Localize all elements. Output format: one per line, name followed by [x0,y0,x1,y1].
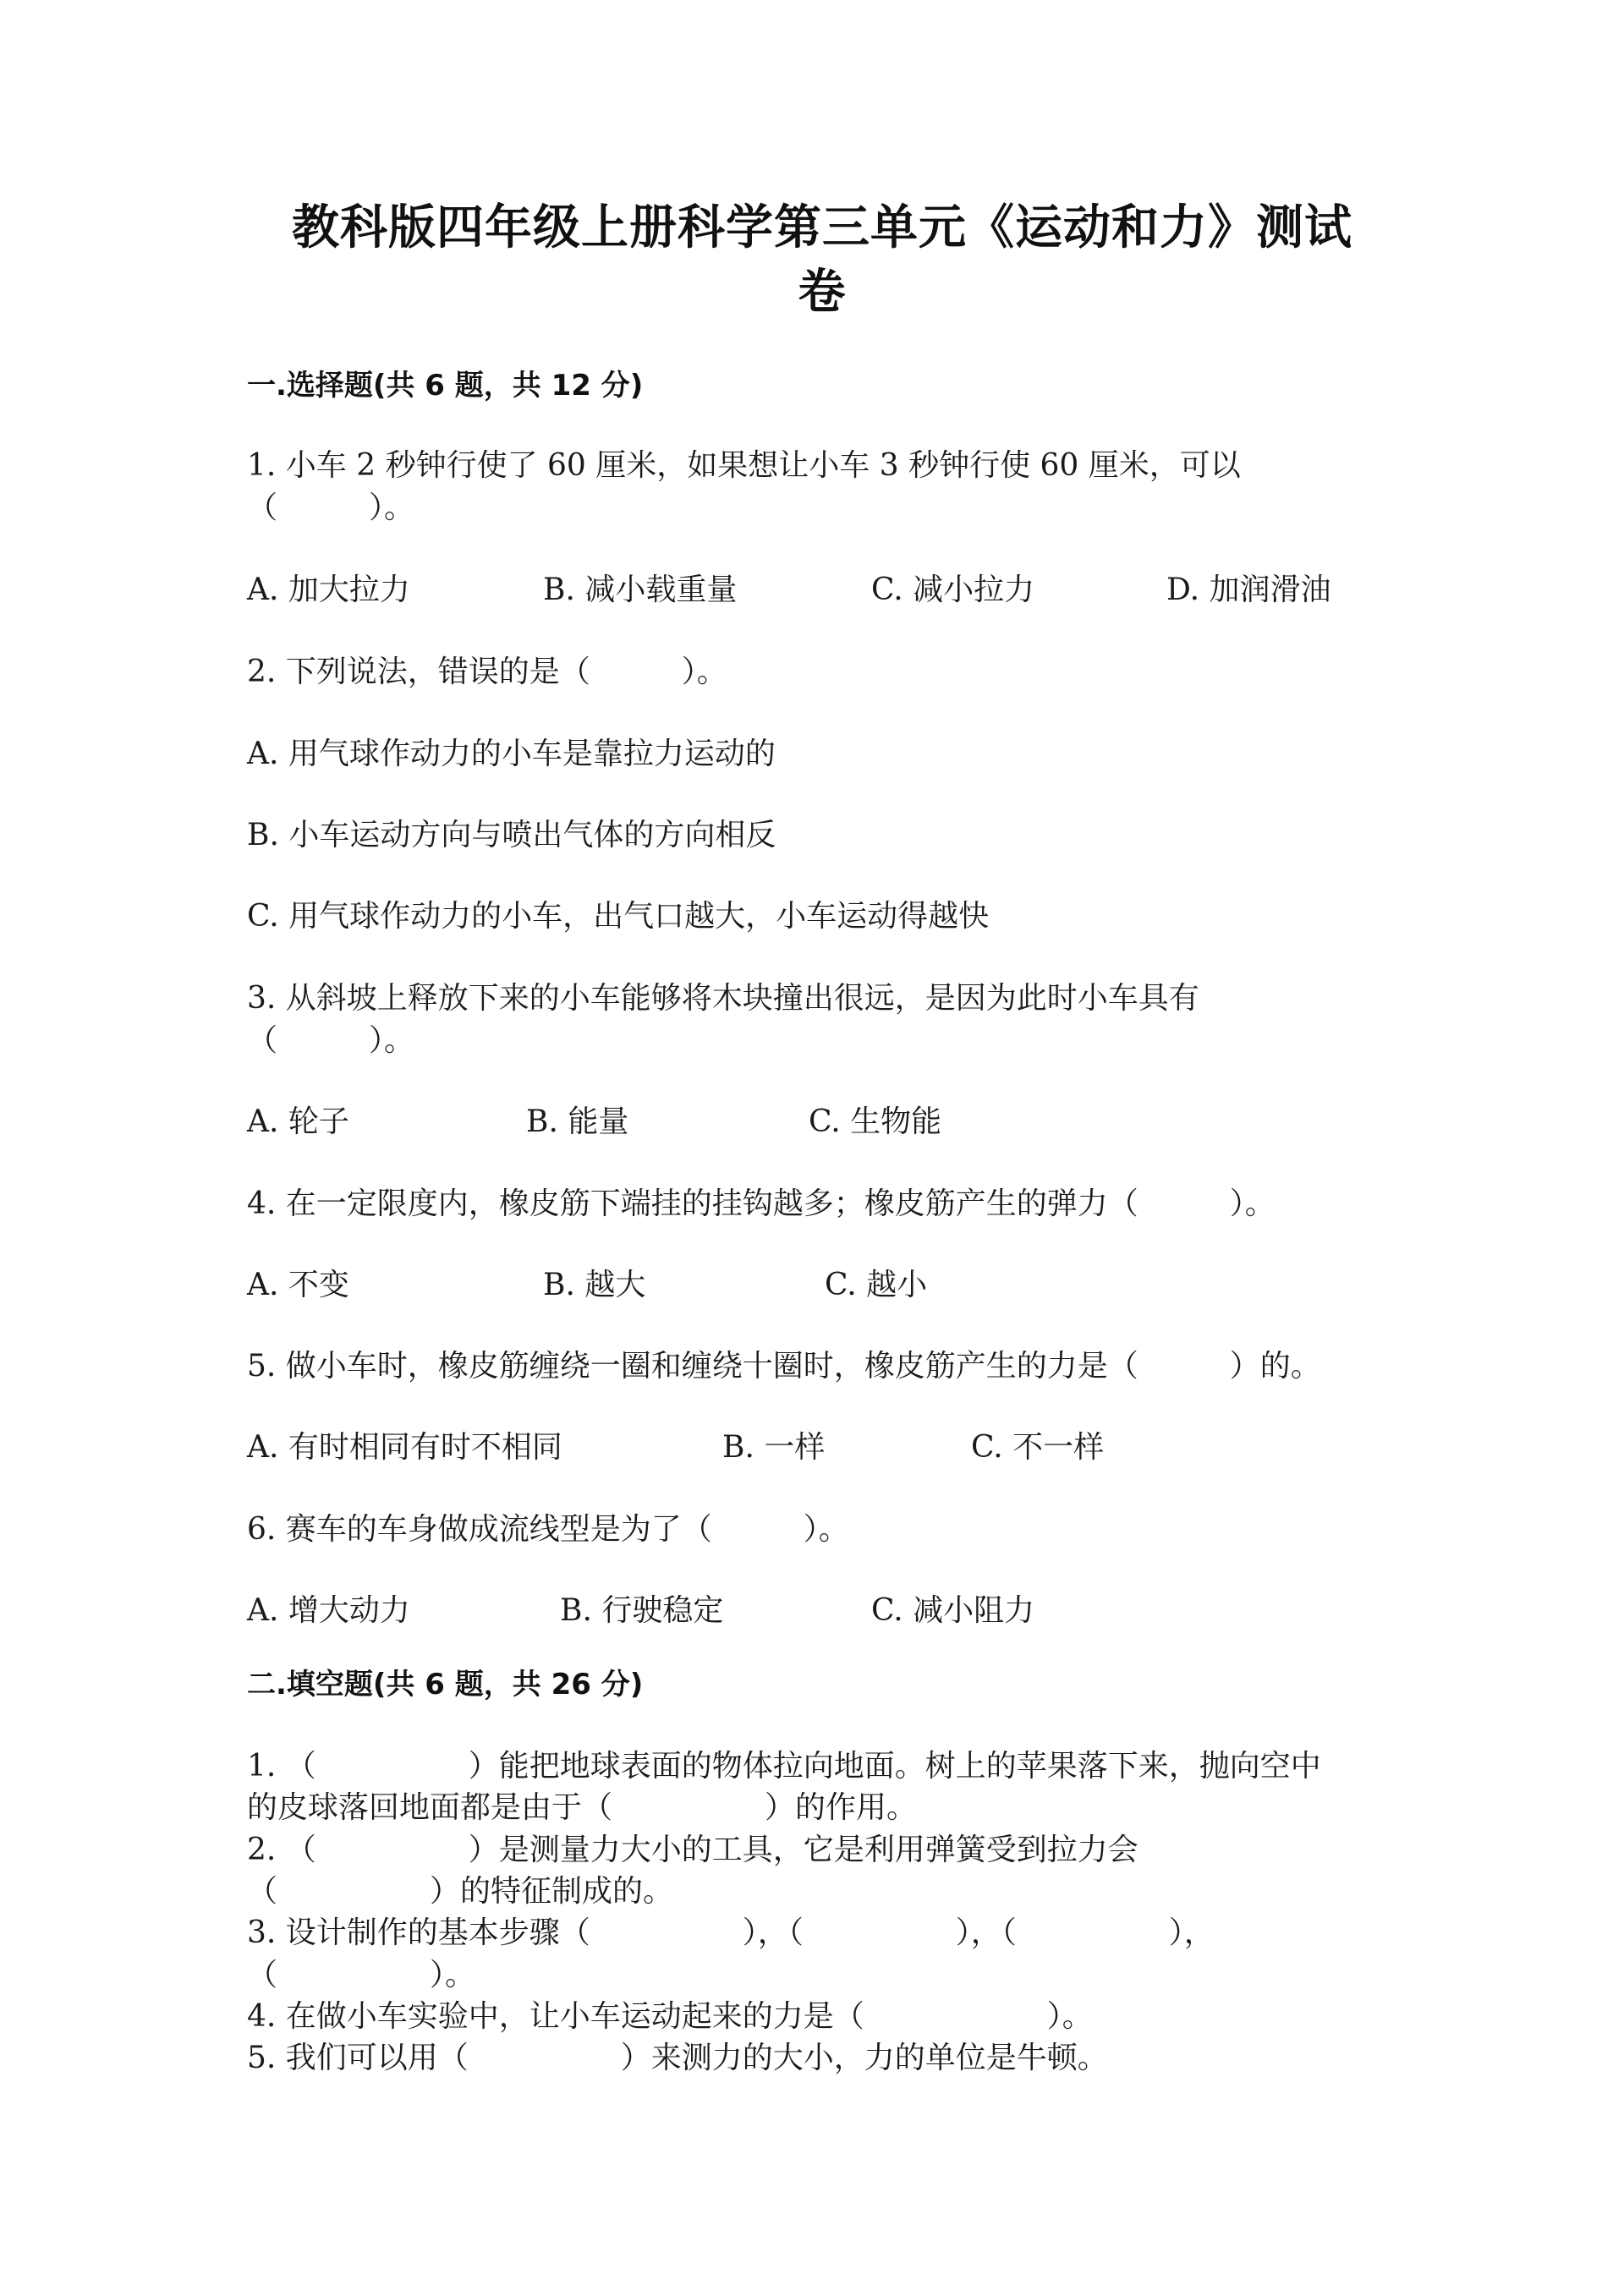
question-4-option-a: A. 不变 [247,1268,349,1302]
question-6-option-c: C. 减小阻力 [871,1593,1035,1628]
question-3-options [247,1102,1431,1143]
question-1-option-c: C. 减小拉力 [871,573,1035,607]
question-1-option-b: B. 减小载重量 [543,573,738,607]
title-line-2: 卷 [798,265,847,320]
question-3-text-line-1: 3. 从斜坡上释放下来的小车能够将木块撞出很远，是因为此时小车具有 [247,981,1199,1016]
question-6-options [247,1591,1431,1631]
fill-question-1-line-1: 1. （ ）能把地球表面的物体拉向地面。树上的苹果落下来，抛向空中 [247,1749,1321,1784]
question-2-text: 2. 下列说法，错误的是（ ）。 [247,655,727,689]
fill-question-3-line-2: （ ）。 [247,1958,476,1992]
question-1-option-a: A. 加大拉力 [247,573,410,607]
section-heading-fill-in-blank: 二.填空题(共 6 题，共 26 分) [247,1668,644,1701]
question-3-text-line-2: （ ）。 [247,1023,415,1058]
question-2-option-c: C. 用气球作动力的小车，出气口越大，小车运动得越快 [247,899,990,934]
question-5-option-b: B. 一样 [722,1430,826,1465]
question-6-option-a: A. 增大动力 [247,1593,410,1628]
fill-question-5: 5. 我们可以用（ ）来测力的大小，力的单位是牛顿。 [247,2041,1108,2075]
fill-question-3-line-1: 3. 设计制作的基本步骤（ ），（ ），（ ）， [247,1915,1215,1950]
fill-question-2-line-2: （ ）的特征制成的。 [247,1874,674,1909]
fill-question-4: 4. 在做小车实验中，让小车运动起来的力是（ ）。 [247,1999,1093,2034]
question-6-option-b: B. 行驶稳定 [560,1593,724,1628]
section-heading-multiple-choice: 一.选择题(共 6 题，共 12 分) [247,369,644,403]
question-5-option-a: A. 有时相同有时不相同 [247,1430,562,1465]
page-title [247,196,1397,325]
question-5-option-c: C. 不一样 [971,1430,1105,1465]
question-1-text-line-2: （ ）。 [247,490,415,525]
question-3-option-b: B. 能量 [526,1104,629,1139]
question-3-option-c: C. 生物能 [809,1104,942,1139]
question-4-text: 4. 在一定限度内，橡皮筋下端挂的挂钩越多；橡皮筋产生的弹力（ ）。 [247,1186,1276,1221]
question-3-option-a: A. 轮子 [247,1104,349,1139]
question-4-option-c: C. 越小 [825,1268,928,1302]
question-5-text: 5. 做小车时，橡皮筋缠绕一圈和缠绕十圈时，橡皮筋产生的力是（ ）的。 [247,1349,1321,1384]
question-1-text-line-1: 1. 小车 2 秒钟行使了 60 厘米，如果想让小车 3 秒钟行使 60 厘米，可以 [247,448,1241,483]
question-4-options [247,1265,1431,1306]
question-1-option-d: D. 加润滑油 [1166,573,1331,607]
question-5-options [247,1427,1431,1468]
question-2-option-a: A. 用气球作动力的小车是靠拉力运动的 [247,737,776,771]
question-4-option-b: B. 越大 [543,1268,646,1302]
fill-question-2-line-1: 2. （ ）是测量力大小的工具，它是利用弹簧受到拉力会 [247,1833,1138,1867]
question-2-option-b: B. 小车运动方向与喷出气体的方向相反 [247,818,776,852]
question-1-options [247,570,1431,611]
title-line-1: 教科版四年级上册科学第三单元《运动和力》测试 [292,200,1352,255]
question-6-text: 6. 赛车的车身做成流线型是为了（ ）。 [247,1512,849,1547]
fill-question-1-line-2: 的皮球落回地面都是由于（ ）的作用。 [247,1790,918,1825]
